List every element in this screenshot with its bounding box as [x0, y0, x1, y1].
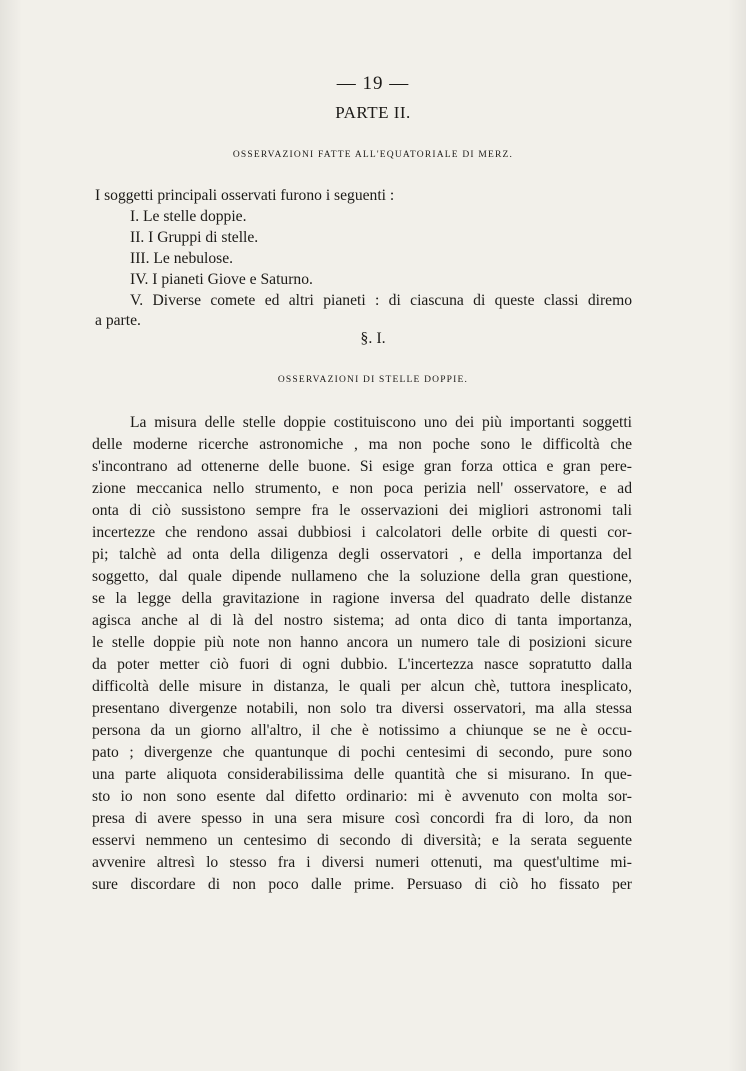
body-line: da poter metter ciò fuori di ogni dubbio. L'incertezza nasce sopratutto dalla [92, 656, 632, 673]
list-item: V. Diverse comete ed altri pianeti : di ciascuna di queste classi diremo [130, 292, 632, 309]
list-item: I. Le stelle doppie. [130, 208, 247, 225]
body-line: una parte aliquota considerabilissima delle quantità che si misurano. In que- [92, 766, 632, 783]
body-line: agisca anche al di là del nostro sistema; ad onta dico di tanta importanza, [92, 612, 632, 629]
list-item-continuation: a parte. [95, 312, 141, 329]
body-line: avvenire altresì lo stesso fra i diversi numeri ottenuti, ma quest'ultime mi- [92, 854, 632, 871]
body-line: presa di avere spesso in una sera misure così concordi fra di loro, da non [92, 810, 632, 827]
intro-line: I soggetti principali osservati furono i seguenti : [95, 187, 395, 204]
body-line: zione meccanica nello strumento, e non poca perizia nell' osservatore, e ad [92, 480, 632, 497]
body-line: se la legge della gravitazione in ragione inversa del quadrato delle distanze [92, 590, 632, 607]
part-title: PARTE II. [335, 103, 411, 122]
body-line: difficoltà delle misure in distanza, le quali per alcun chè, tuttora inesplicato, [92, 678, 632, 695]
body-line: le stelle doppie più note non hanno ancora un numero tale di posizioni sicure [92, 634, 632, 651]
section-heading-equatorial: OSSERVAZIONI FATTE ALL'EQUATORIALE DI MERZ. [232, 150, 514, 160]
body-line: onta di ciò sussistono sempre fra le osservazioni dei migliori astronomi tali [92, 502, 632, 519]
body-line: presentano divergenze notabili, non solo tra diversi osservatori, ma alla stessa [92, 700, 632, 717]
body-line: pato ; divergenze che quantunque di pochi centesimi di secondo, pure sono [92, 744, 632, 761]
body-line: esservi nemmeno un centesimo di secondo di diversità; e la serata seguente [92, 832, 632, 849]
page-number: — 19 — [336, 73, 410, 94]
body-line: pi; talchè ad onta della diligenza degli osservatori , e della importanza del [92, 546, 632, 563]
body-line: sto io non sono esente dal difetto ordinario: mi è avvenuto con molta sor- [92, 788, 632, 805]
list-item: III. Le nebulose. [130, 250, 234, 267]
body-line: soggetto, dal quale dipende nullameno che la soluzione della gran questione, [92, 568, 632, 585]
section-mark: §. I. [360, 330, 386, 347]
section-heading-double-stars: OSSERVAZIONI DI STELLE DOPPIE. [277, 375, 469, 385]
body-line: s'incontrano ad ottenerne delle buone. Si esige gran forza ottica e gran pere- [92, 458, 632, 475]
body-line: persona da un giorno all'altro, il che è notissimo a chiunque se ne è occu- [92, 722, 632, 739]
body-line: La misura delle stelle doppie costituiscono uno dei più importanti soggetti [130, 414, 632, 431]
list-item: II. I Gruppi di stelle. [130, 229, 259, 246]
body-line: sure discordare di non poco dalle prime. Persuaso di ciò ho fissato per [92, 876, 632, 893]
list-item: IV. I pianeti Giove e Saturno. [130, 271, 313, 288]
body-line: delle moderne ricerche astronomiche , ma non poche sono le difficoltà che [92, 436, 632, 453]
body-line: incertezze che rendono assai dubbiosi i calcolatori delle orbite di questi cor- [92, 524, 632, 541]
